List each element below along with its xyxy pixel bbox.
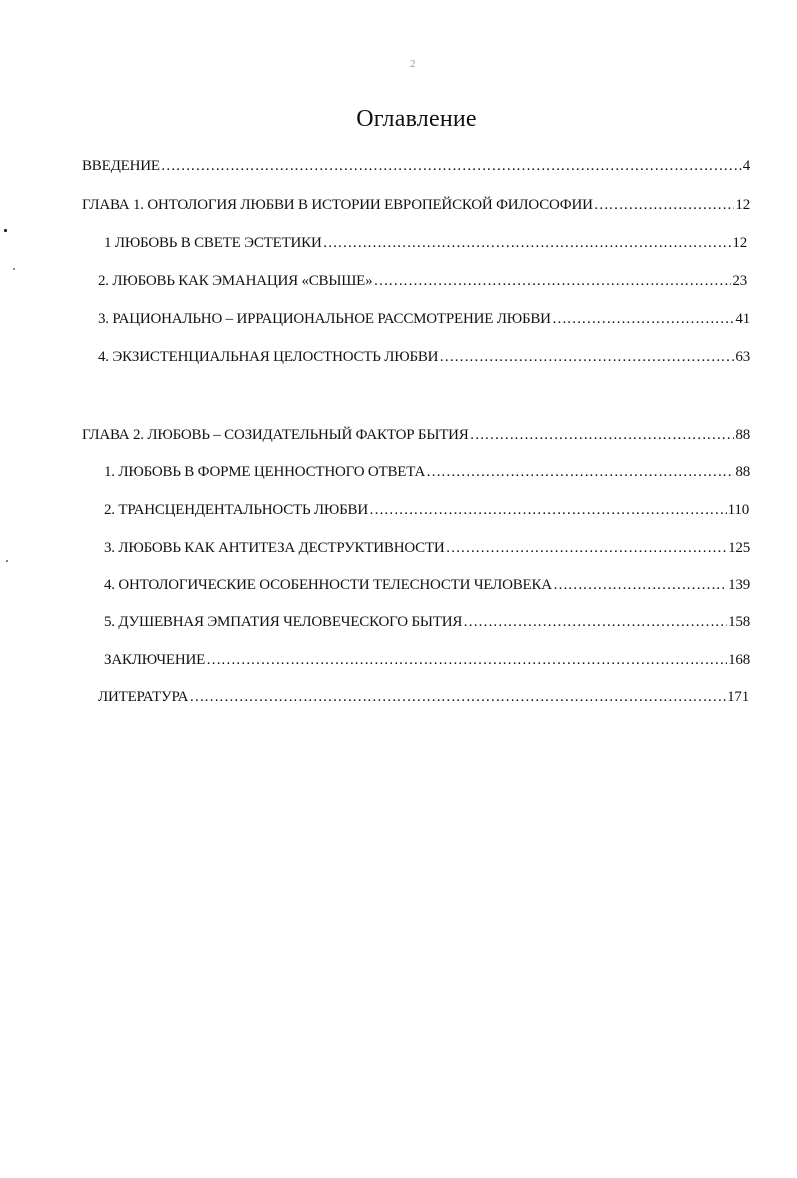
toc-entry-label: ГЛАВА 2. ЛЮБОВЬ – СОЗИДАТЕЛЬНЫЙ ФАКТОР БЫТИЯ [82,427,469,443]
toc-entry-label: 1 ЛЮБОВЬ В СВЕТЕ ЭСТЕТИКИ [104,235,322,251]
toc-entry-chapter-2-section-2 [104,500,749,520]
dot-leader [323,233,732,253]
toc-entry-label: 1. ЛЮБОВЬ В ФОРМЕ ЦЕННОСТНОГО ОТВЕТА [104,464,426,480]
toc-entry-page: 23 [732,273,747,289]
dot-leader [594,195,735,215]
dot-leader [439,347,734,367]
toc-entry-page: 125 [728,540,750,556]
dot-leader [161,156,742,176]
toc-entry-label: 4. ЭКЗИСТЕНЦИАЛЬНАЯ ЦЕЛОСТНОСТЬ ЛЮБВИ [98,349,439,365]
toc-entry-label: 4. ОНТОЛОГИЧЕСКИЕ ОСОБЕННОСТИ ТЕЛЕСНОСТИ ЧЕЛОВЕКА [104,577,552,593]
toc-entry-page: 139 [728,577,750,593]
toc-entry-page: 88 [735,464,750,480]
scan-speck [13,268,15,270]
toc-entry-page: 41 [735,311,750,327]
toc-entry-chapter-1-section-1 [104,233,747,253]
toc-entry-page: 4 [742,158,750,174]
toc-entry-page: 63 [735,349,750,365]
toc-entry-page: 171 [727,689,749,705]
toc-entry-page: 88 [735,427,750,443]
scan-speck [6,560,8,562]
toc-entry-page: 168 [728,652,750,668]
toc-entry-chapter-1-section-2 [98,271,747,291]
dot-leader [373,271,731,291]
toc-entry-label: 3. ЛЮБОВЬ КАК АНТИТЕЗА ДЕСТРУКТИВНОСТИ [104,540,445,556]
dot-leader [369,500,727,520]
toc-entry-label: 3. РАЦИОНАЛЬНО – ИРРАЦИОНАЛЬНОЕ РАССМОТРЕНИЕ ЛЮБВИ [98,311,551,327]
toc-entry-label: 2. ЛЮБОВЬ КАК ЭМАНАЦИЯ «СВЫШЕ» [98,273,373,289]
dot-leader [552,309,735,329]
toc-entry-chapter-2 [82,425,750,445]
dot-leader [553,575,727,595]
toc-entry-label: 5. ДУШЕВНАЯ ЭМПАТИЯ ЧЕЛОВЕЧЕСКОГО БЫТИЯ [104,614,463,630]
toc-entry-conclusion [104,650,750,670]
dot-leader [446,538,728,558]
toc-entry-introduction [82,156,750,176]
toc-entry-chapter-2-section-4 [104,575,750,595]
toc-entry-page: 158 [728,614,750,630]
toc-entry-label: ГЛАВА 1. ОНТОЛОГИЯ ЛЮБВИ В ИСТОРИИ ЕВРОПЕЙСКОЙ ФИЛОСОФИИ [82,197,593,213]
toc-entry-chapter-2-section-1 [104,462,750,482]
toc-entry-page: 12 [735,197,750,213]
toc-entry-label: ЗАКЛЮЧЕНИЕ [104,652,206,668]
toc-entry-label: ЛИТЕРАТУРА [98,689,189,705]
toc-entry-chapter-1-section-4 [98,347,750,367]
toc-entry-label: ВВЕДЕНИЕ [82,158,160,174]
dot-leader [463,612,727,632]
toc-entry-page: 12 [732,235,747,251]
toc-entry-chapter-1-section-3 [98,309,750,329]
dot-leader [189,687,726,707]
dot-leader [426,462,734,482]
dot-leader [206,650,727,670]
toc-entry-chapter-2-section-5 [104,612,750,632]
toc-entry-page: 110 [727,502,749,518]
page-title: Оглавление [356,106,477,132]
scan-speck [4,229,7,232]
dot-leader [470,425,735,445]
toc-entry-references [98,687,749,707]
toc-entry-label: 2. ТРАНСЦЕНДЕНТАЛЬНОСТЬ ЛЮБВИ [104,502,368,518]
toc-entry-chapter-1 [82,195,750,215]
page-number: 2 [410,58,416,70]
toc-entry-chapter-2-section-3 [104,538,750,558]
